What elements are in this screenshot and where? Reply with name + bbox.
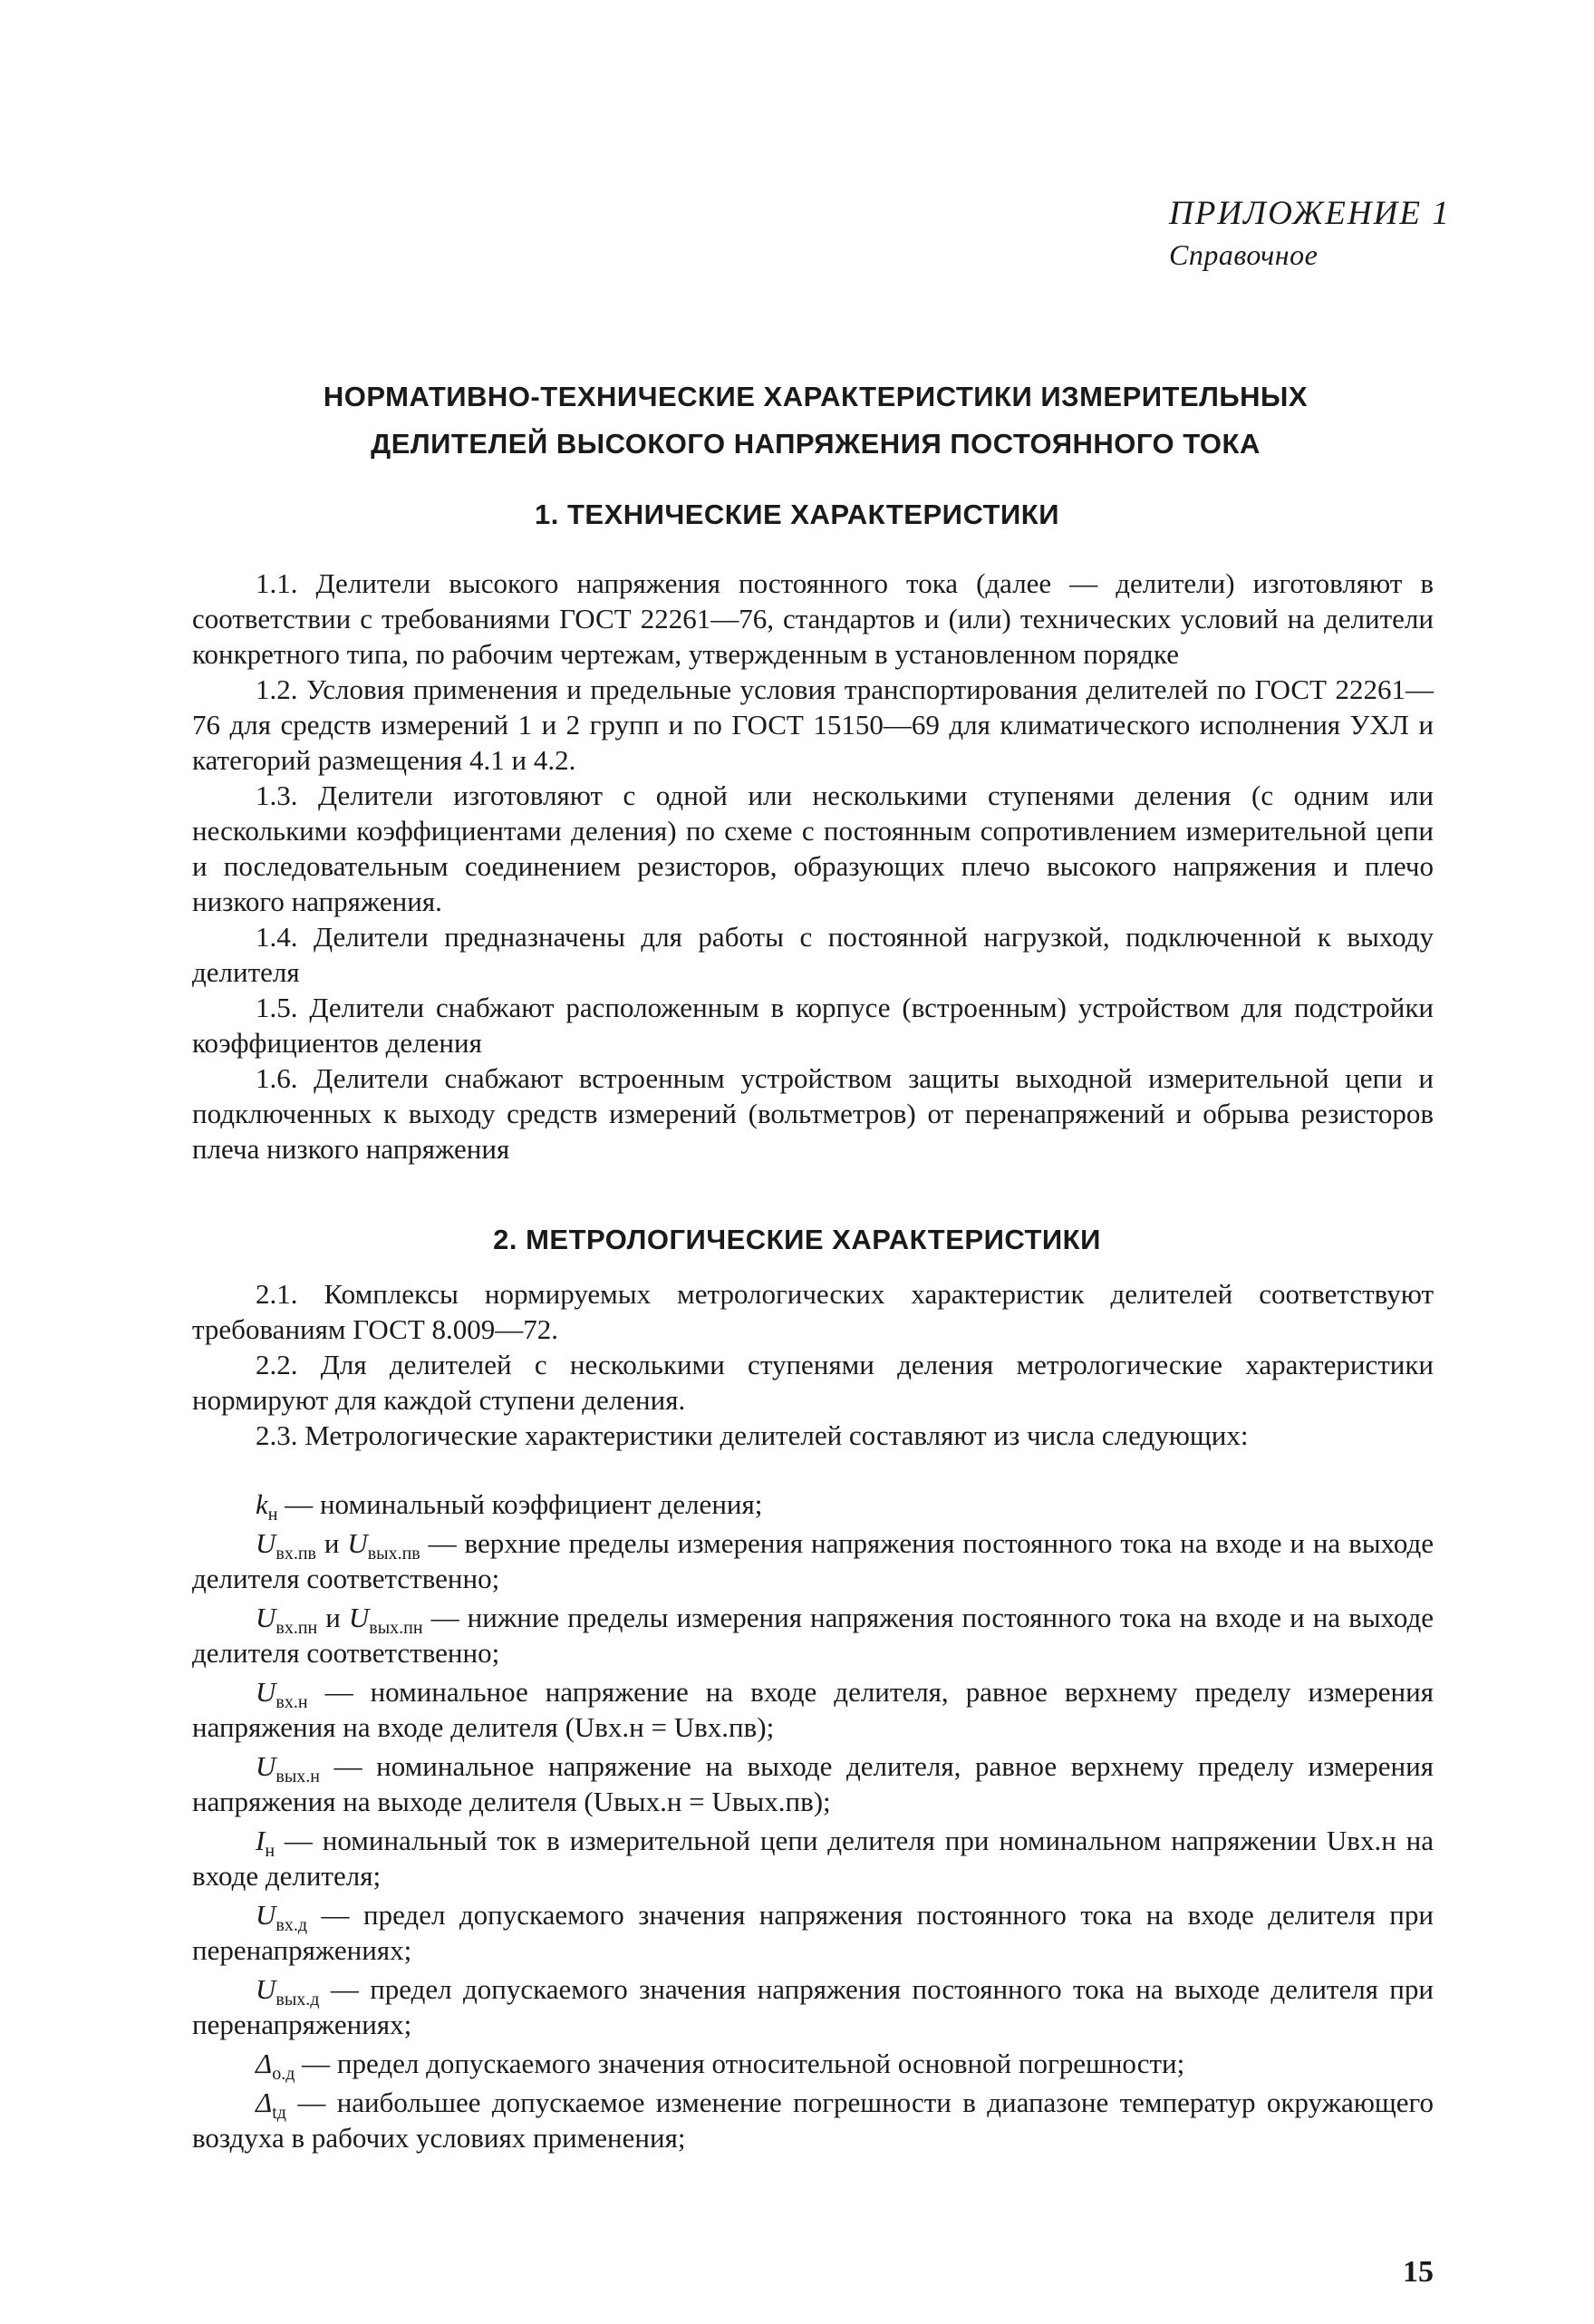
definition-text: — номинальный ток в измерительной цепи делителя при номинальном напряжении Uвх.н на входе делителя;	[192, 1825, 1434, 1892]
paragraph-2-2: 2.2. Для делителей с несколькими ступенями деления метрологические характеристики нормируют для каждой ступени деления.	[192, 1349, 1434, 1416]
definition-subscript: вых.д	[275, 1990, 320, 2009]
definition-item	[192, 1971, 1434, 2042]
definition-subscript: вх.пв	[275, 1544, 316, 1564]
definition-text: — нижние пределы измерения напряжения постоянного тока на входе и на выходе делителя соответственно;	[192, 1602, 1434, 1669]
definition-item	[192, 2085, 1434, 2155]
paragraph-1-3: 1.3. Делители изготовляют с одной или несколькими ступенями деления (с одним или несколькими коэффициентами деления) по схеме с постоянным сопротивлением измерительной цепи и последовательным соединением резисторов, образующих плечо высокого напряжения и плечо низкого напряжения.	[192, 780, 1434, 917]
appendix-kind: Справочное	[1169, 238, 1319, 272]
definition-subscript-2: вых.пн	[369, 1618, 423, 1638]
paragraph-1-4: 1.4. Делители предназначены для работы с постоянной нагрузкой, подключенной к выходу делителя	[192, 921, 1434, 988]
section-2-heading: 2. МЕТРОЛОГИЧЕСКИЕ ХАРАКТЕРИСТИКИ	[493, 1224, 1101, 1255]
definition-conjunction: и	[315, 1527, 348, 1559]
paragraph-2-3: 2.3. Метрологические характеристики делителей составляют из числа следующих:	[256, 1419, 1249, 1451]
definition-symbol: U	[256, 1527, 276, 1559]
definition-text: — предел допускаемого значения относительной основной погрешности;	[295, 2048, 1185, 2079]
definition-symbol: U	[256, 1899, 276, 1931]
definition-item	[192, 1823, 1434, 1893]
definition-item	[192, 1748, 1434, 1819]
section-1-heading: 1. ТЕХНИЧЕСКИЕ ХАРАКТЕРИСТИКИ	[535, 499, 1059, 530]
definition-symbol: U	[256, 1602, 276, 1633]
definition-item	[192, 1600, 1434, 1670]
document-title-line-1: НОРМАТИВНО-ТЕХНИЧЕСКИЕ ХАРАКТЕРИСТИКИ ИЗМЕРИТЕЛЬНЫХ	[323, 381, 1309, 412]
definition-text: — предел допускаемого значения напряжения постоянного тока на выходе делителя при перенапряжениях;	[192, 1973, 1434, 2040]
definition-symbol: U	[256, 1750, 276, 1782]
page-number: 15	[1403, 2255, 1434, 2289]
definition-symbol: Δ	[256, 2048, 273, 2079]
definition-symbol-2: U	[348, 1602, 370, 1633]
definition-item	[192, 1674, 1434, 1745]
definition-text: — верхние пределы измерения напряжения постоянного тока на входе и на выходе делителя соответственно;	[192, 1527, 1434, 1594]
paragraph-1-1: 1.1. Делители высокого напряжения постоянного тока (далее — делители) изготовляют в соответствии с требованиями ГОСТ 22261—76, стандартов и (или) технических условий на делители конкретного типа, по рабочим чертежам, утвержденным в установленном порядке	[192, 567, 1434, 670]
section-1-body	[192, 566, 1434, 1167]
definition-subscript: tд	[272, 2103, 286, 2123]
definition-item	[192, 1525, 1434, 1596]
paragraph-2-1: 2.1. Комплексы нормируемых метрологических характеристик делителей соответствуют требованиям ГОСТ 8.009—72.	[192, 1278, 1434, 1345]
paragraph-1-6: 1.6. Делители снабжают встроенным устройством защиты выходной измерительной цепи и подключенных к выходу средств измерений (вольтметров) от перенапряжений и обрыва резисторов плеча низкого напряжения	[192, 1062, 1434, 1165]
paragraph-1-5: 1.5. Делители снабжают расположенным в корпусе (встроенным) устройством для подстройки коэффициентов деления	[192, 992, 1434, 1059]
definition-item	[192, 1486, 1434, 1525]
definition-conjunction: и	[317, 1602, 349, 1633]
definition-text: — номинальный коэффициент деления;	[277, 1488, 763, 1520]
definition-subscript-2: вых.пв	[367, 1544, 420, 1564]
appendix-label: ПРИЛОЖЕНИЕ 1	[1169, 195, 1451, 232]
document-title	[227, 373, 1405, 468]
definition-symbol-2: U	[347, 1527, 368, 1559]
document-title-line-2: ДЕЛИТЕЛЕЙ ВЫСОКОГО НАПРЯЖЕНИЯ ПОСТОЯННОГО ТОКА	[371, 428, 1261, 460]
definition-subscript: вх.д	[275, 1915, 308, 1935]
appendix-label-block	[1169, 194, 1468, 273]
definition-item	[192, 1897, 1434, 1968]
definition-subscript: н	[267, 1505, 278, 1525]
definition-subscript: вх.н	[275, 1692, 308, 1712]
definition-symbol: U	[256, 1973, 276, 2005]
definition-text: — номинальное напряжение на входе делителя, равное верхнему пределу измерения напряжения на входе делителя (Uвх.н = Uвх.пв);	[192, 1676, 1434, 1743]
definition-subscript: о.д	[272, 2064, 295, 2084]
definition-text: — предел допускаемого значения напряжения постоянного тока на входе делителя при перенапряжениях;	[192, 1899, 1434, 1966]
definition-text: — наибольшее допускаемое изменение погрешности в диапазоне температур окружающего воздуха в рабочих условиях применения;	[192, 2087, 1434, 2154]
definition-symbol: U	[256, 1676, 276, 1708]
definition-item	[192, 2046, 1434, 2084]
definition-subscript: н	[265, 1841, 275, 1861]
section-2-body	[192, 1276, 1434, 1453]
paragraph-1-2: 1.2. Условия применения и предельные условия транспортирования делителей по ГОСТ 22261—76 для средств измерений 1 и 2 групп и по ГОСТ 15150—69 для климатического исполнения УХЛ и категорий размещения 4.1 и 4.2.	[192, 673, 1434, 776]
definition-text: — номинальное напряжение на выходе делителя, равное верхнему пределу измерения напряжения на выходе делителя (Uвых.н = Uвых.пв);	[192, 1750, 1434, 1817]
definition-subscript: вых.н	[275, 1767, 320, 1787]
definition-symbol: Δ	[256, 2087, 273, 2118]
definition-symbol: k	[256, 1488, 268, 1520]
definitions-list	[192, 1486, 1434, 2159]
definition-subscript: вх.пн	[275, 1618, 318, 1638]
definition-symbol: I	[256, 1825, 266, 1856]
